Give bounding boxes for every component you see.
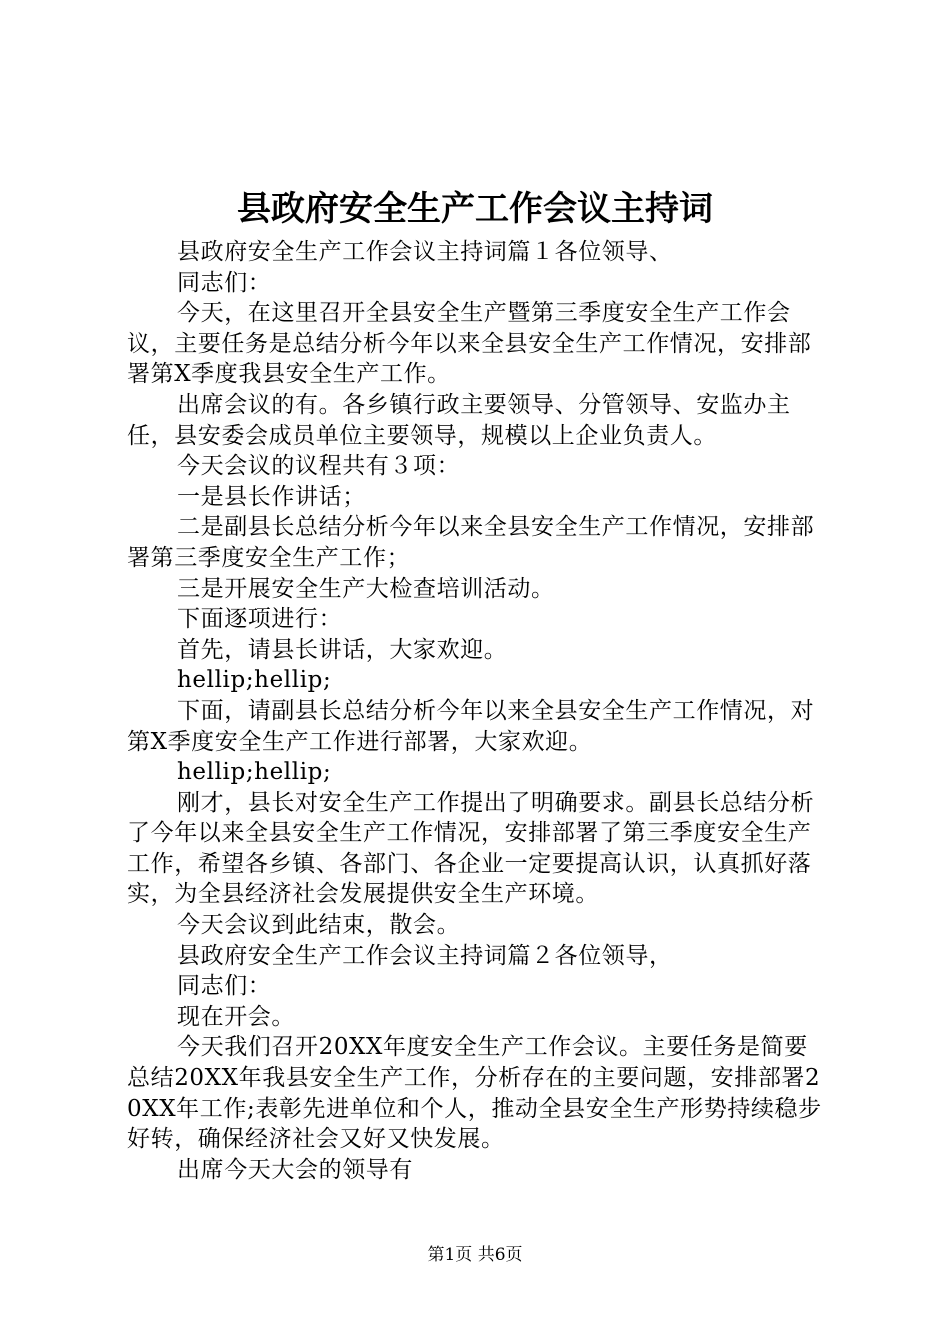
paragraph: 三是开展安全生产大检查培训活动。 [177,575,555,602]
paragraph: 同志们： [177,269,272,296]
paragraph: 今天我们召开20XX年度安全生产工作会议。主要任务是简要总结20XX年我县安全生产工作，分析存在的主要问题，安排部署20XX年工作;表彰先进单位和个人，推动全县安全生产形势持续稳步好转，确保经济社会又好又快发展。 [127,1034,822,1153]
paragraph: hellip;hellip; [177,667,332,694]
paragraph: hellip;hellip; [177,759,332,786]
paragraph: 下面逐项进行： [177,606,343,633]
paragraph: 现在开会。 [177,1003,295,1030]
paragraph: 县政府安全生产工作会议主持词篇２各位领导， [177,942,673,969]
paragraph: 二是副县长总结分析今年以来全县安全生产工作情况，安排部署第三季度安全生产工作； [127,514,815,571]
paragraph: 一是县长作讲话； [177,483,366,510]
document-title: 县政府安全生产工作会议主持词 [237,189,713,229]
paragraph: 下面，请副县长总结分析今年以来全县安全生产工作情况，对第X季度安全生产工作进行部署，大家欢迎。 [127,697,815,755]
paragraph: 今天会议的议程共有３项： [177,453,461,480]
paragraph: 出席今天大会的领导有 [177,1156,413,1183]
document-body [127,237,827,1185]
paragraph: 首先，请县长讲话，大家欢迎。 [177,636,508,663]
paragraph: 今天，在这里召开全县安全生产暨第三季度安全生产工作会议，主要任务是总结分析今年以来全县安全生产工作情况，安排部署第X季度我县安全生产工作。 [127,300,812,388]
paragraph: 县政府安全生产工作会议主持词篇１各位领导、 [177,239,673,265]
page-footer: 第1页 共6页 [427,1245,523,1265]
paragraph: 同志们： [177,973,272,1000]
paragraph: 今天会议到此结束，散会。 [177,912,461,939]
paragraph: 刚才，县长对安全生产工作提出了明确要求。副县长总结分析了今年以来全县安全生产工作情况，安排部署了第三季度安全生产工作，希望各乡镇、各部门、各企业一定要提高认识，认真抓好落实，为全县经济社会发展提供安全生产环境。 [127,789,815,908]
paragraph: 出席会议的有。各乡镇行政主要领导、分管领导、安监办主任，县安委会成员单位主要领导，规模以上企业负责人。 [127,391,791,449]
